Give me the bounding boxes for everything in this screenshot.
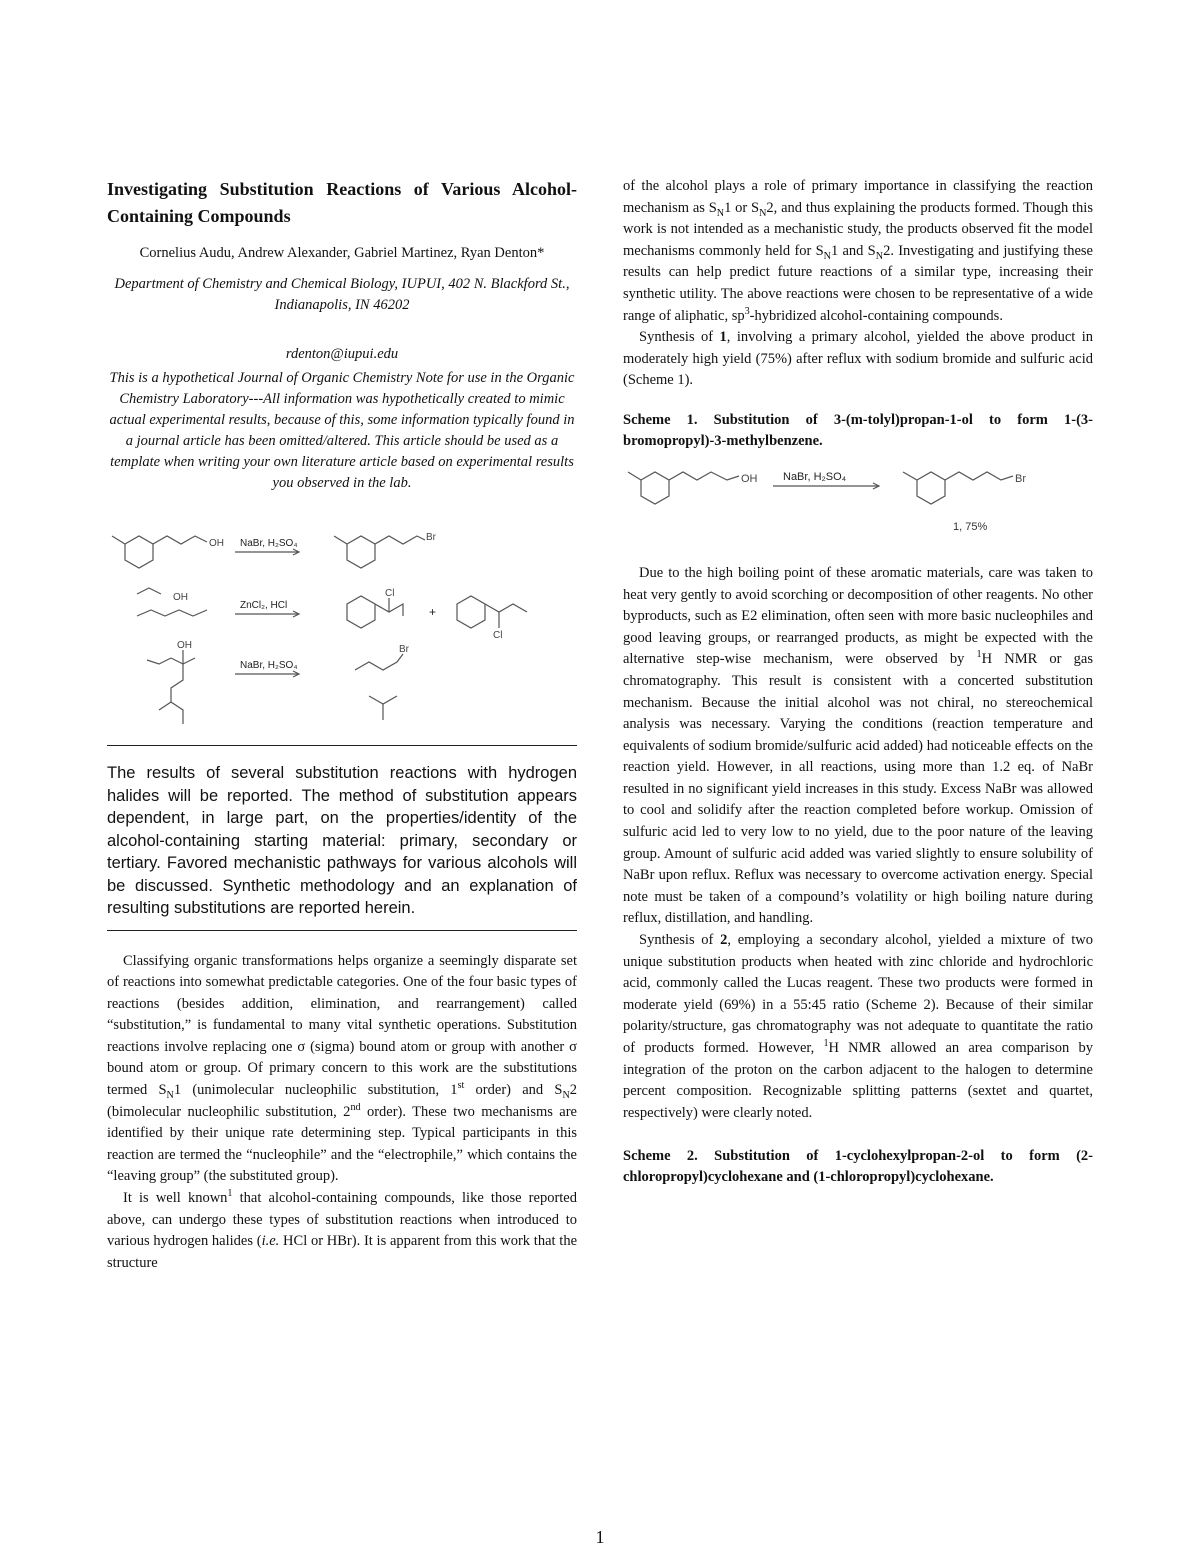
scheme-1-oh-label: OH	[741, 472, 758, 485]
author-list: Cornelius Audu, Andrew Alexander, Gabriel Martinez, Ryan Denton*	[139, 245, 545, 261]
corresponding-email[interactable]: rdenton@iupui.edu	[285, 346, 399, 362]
toc-row2-reagent: ZnCl₂, HCl	[240, 600, 288, 611]
synthesis-2-paragraph: Synthesis of 2, employing a secondary alcohol, yielded a mixture of two unique substitution products when heated with zinc chloride and hydrochloric acid, commonly called the Lucas reagent. These two products were formed in moderate yield (69%) in a 55:45 ratio (Scheme 2). Because of their similar polarity/structure, gas chromatography was not adequate to quantitate the ratio of products formed. However, $^1$H NMR allowed an area comparison by integration of the proton on the carbon adjacent to the halogen to determine percent composition. Recognizable splitting patterns (sextet and quartet, respectively) were clearly noted.	[623, 932, 1093, 1121]
toc-row2-cl-label-a: Cl	[385, 588, 395, 599]
affiliation: Department of Chemistry and Chemical Biology, IUPUI, 402 N. Blackford St., Indianapolis, IN 46202	[114, 276, 570, 313]
synthesis-1-paragraph: Synthesis of 1, involving a primary alcohol, yielded the above product in moderately high yield (75%) after reflux with sodium bromide and sulfuric acid (Scheme 1).	[623, 329, 1093, 389]
scheme-1-caption: Scheme 1. Substitution of 3-(m-tolyl)propan-1-ol to form 1-(3-bromopropyl)-3-methylbenzene.	[623, 411, 1093, 449]
abstract-bottom-rule	[107, 930, 577, 931]
page-number: 1	[595, 1527, 605, 1547]
left-body-text	[107, 951, 577, 1275]
right-column	[623, 176, 1093, 1194]
toc-row3-br-label: Br	[399, 644, 409, 655]
toc-row2-oh-label: OH	[173, 592, 188, 603]
article-title: Investigating Substitution Reactions of Various Alcohol-Containing Compounds	[107, 179, 577, 226]
toc-row1-oh-label: OH	[209, 538, 224, 549]
scheme-1-br-label: Br	[1015, 472, 1026, 485]
scheme-1-reagent: NaBr, H₂SO₄	[783, 470, 847, 483]
intro-paragraph-1: Classifying organic transformations helps organize a seemingly disparate set of reactions into somewhat predictable categories. One of the four basic types of reactions (besides addition, elimination, and rearrangement) called “substitution,” is fundamental to many vital synthetic operations. Substitution reactions involve replacing one σ (sigma) bound atom or group with another σ bound atom or group. Of primary concern to this work are the substitutions termed $S_N1$ (unimolecular nucleophilic substitution, 1st order) and $S_N2$ (bimolecular nucleophilic substitution, 2nd order). These two mechanisms are identified by their unique rate determining step. Typical participants in this reaction are termed the “nucleophile” and the “electrophile,” which contains the “leaving group” (the substituted group).	[107, 952, 577, 1185]
toc-row1-br-label: Br	[426, 532, 436, 543]
left-column	[107, 176, 577, 1274]
scheme-1-yield-label: 1, 75%	[953, 520, 988, 533]
toc-reaction-graphic	[107, 524, 577, 724]
abstract: The results of several substitution reactions with hydrogen halides will be reported. The method of substitution appears dependent, in large part, on the properties/identity of the alcohol-containing starting material: primary, secondary or tertiary. Favored mechanistic pathways for various alcohols will be discussed. Synthetic methodology and an explanation of resulting substitutions are reported herein.	[107, 764, 577, 917]
toc-row2-plus: +	[429, 605, 437, 619]
right-body-text-2	[623, 563, 1093, 1124]
template-disclaimer: This is a hypothetical Journal of Organic Chemistry Note for use in the Organic Chemistry Laboratory---All information was hypothetically created to mimic actual experimental results, because of this, some information typically found in a journal article has been omitted/altered. This article should be used as a template when writing your own literature article based on experimental results you observed in the lab.	[109, 370, 575, 491]
toc-row3-reagent: NaBr, H₂SO₄	[240, 660, 298, 671]
scheme-2-caption: Scheme 2. Substitution of 1-cyclohexylpropan-2-ol to form (2-chloropropyl)cyclohexane and (1-chloropropyl)cyclohexane.	[623, 1148, 1093, 1186]
scheme-1-graphic	[623, 458, 1093, 538]
continued-paragraph: of the alcohol plays a role of primary importance in classifying the reaction mechanism as $S_N1$ or $S_N2$, and thus explaining the products formed. Though this work is not intended as a mechanistic study, the products observed fit the model mechanisms commonly held for $S_N1$ and $S_N2$. Investigating and justifying these results can help predict future reactions of a similar type, increasing their synthetic utility. The above reactions were chosen to be representative of a wide range of aliphatic, $sp^3$-hybridized alcohol-containing compounds.	[623, 178, 1093, 324]
toc-row3-oh-label: OH	[177, 640, 192, 651]
intro-paragraph-2: It is well known$^1$ that alcohol-containing compounds, like those reported above, can undergo these types of substitution reactions when introduced to various hydrogen halides (i.e. HCl or HBr). It is apparent from this work that the structure	[107, 1188, 578, 1271]
toc-row1-reagent: NaBr, H₂SO₄	[240, 538, 298, 549]
abstract-top-rule	[107, 745, 577, 746]
right-body-text	[623, 176, 1093, 392]
toc-row2-cl-label-b: Cl	[493, 630, 503, 641]
discussion-paragraph: Due to the high boiling point of these aromatic materials, care was taken to heat very gently to avoid scorching or decomposition of other reagents. No other byproducts, such as E2 elimination, often seen with more basic nucleophiles and good leaving groups, or rearranged products, as might be expected with the alternative step-wise mechanism, were observed by $^1$H NMR or gas chromatography. This result is consistent with a concerted substitution mechanism. Because the initial alcohol was not chiral, no stereochemical analysis was necessary. Varying the conditions (reaction temperature and equivalents of sodium bromide/sulfuric acid added) had noticeable effects on the reaction yield. However, in all reactions, using more than 1.2 eq. of NaBr resulted in no significant yield increases in this study. Excess NaBr was allowed to cool and solidify after the reaction completed before workup. Omission of sulfuric acid led to very low to no yield, due to the poor nature of the leaving group. Amount of sulfuric acid added was varied slightly to ensure solubility of NaBr upon reflux. Reflux was necessary to overcome activation energy. Special note must be taken of a compound’s volatility or high boiling nature during reflux, distillation, and handling.	[623, 564, 1093, 927]
